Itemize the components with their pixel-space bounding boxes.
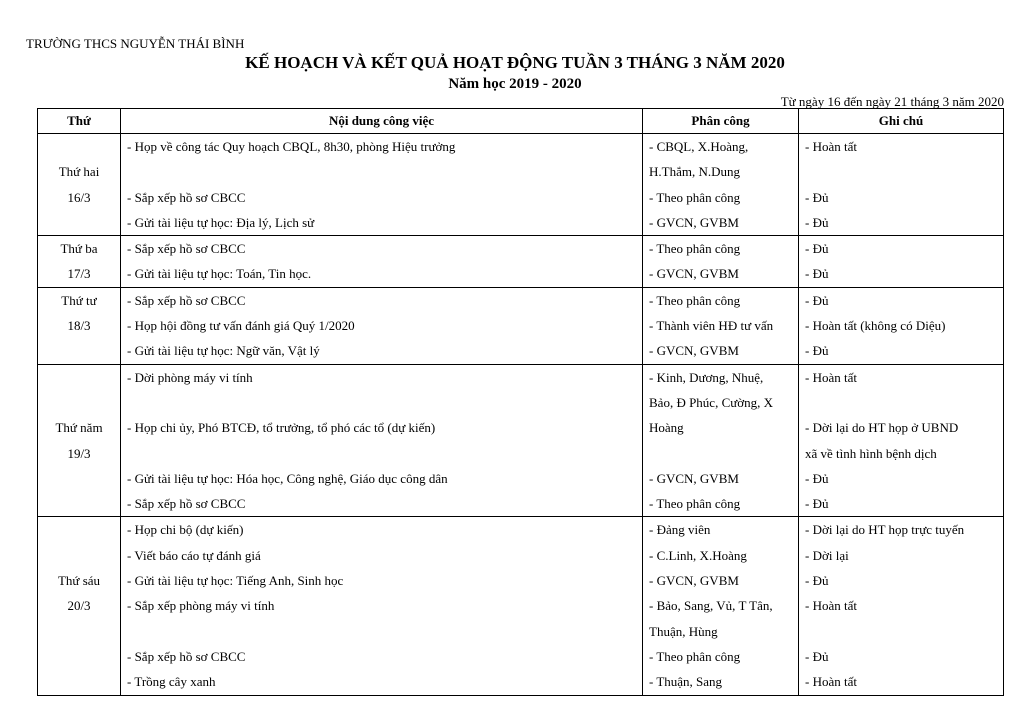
note-line — [799, 390, 1003, 415]
assignment-line — [643, 441, 798, 466]
day-spacer — [38, 543, 120, 568]
table-row — [38, 134, 1004, 236]
assignment-line: - Kinh, Dương, Nhuệ, — [649, 369, 764, 385]
note-cell — [799, 236, 1004, 288]
document-title: KẾ HOẠCH VÀ KẾT QUẢ HOẠT ĐỘNG TUẦN 3 THÁNG 3 NĂM 2020 — [245, 53, 785, 72]
note-line: - Đủ — [805, 266, 829, 282]
day-spacer — [38, 644, 120, 669]
day-cell — [38, 236, 121, 288]
task-line: - Sắp xếp hồ sơ CBCC — [127, 648, 246, 664]
day-label: Thứ sáu — [57, 573, 101, 589]
note-line: - Đủ — [805, 343, 829, 359]
assignment-line: - Bảo, Sang, Vủ, T Tân, — [649, 598, 773, 614]
note-line — [799, 619, 1003, 644]
assignment-line: Bảo, Đ Phúc, Cường, X — [649, 394, 774, 410]
note-cell — [799, 364, 1004, 517]
table-row — [38, 364, 1004, 517]
column-header-assignment: Phân công — [643, 109, 799, 134]
note-line: - Hoàn tất — [805, 674, 857, 690]
task-line: - Sắp xếp hồ sơ CBCC — [127, 241, 246, 257]
school-year: Năm học 2019 - 2020 — [448, 76, 582, 92]
day-label: Thứ tư — [61, 292, 97, 308]
day-spacer — [38, 619, 120, 644]
task-line: - Gửi tài liệu tự học: Tiếng Anh, Sinh học — [127, 573, 344, 589]
day-spacer — [38, 338, 120, 363]
assignment-cell — [643, 287, 799, 364]
note-cell — [799, 517, 1004, 695]
task-line: - Dời phòng máy vi tính — [127, 369, 253, 385]
day-spacer — [38, 517, 120, 542]
table-row — [38, 287, 1004, 364]
note-line — [799, 159, 1003, 184]
task-cell — [121, 517, 643, 695]
task-line: - Họp chi ủy, Phó BTCĐ, tổ trưởng, tổ phó các tổ (dự kiến) — [127, 420, 436, 436]
assignment-cell — [643, 364, 799, 517]
assignment-cell — [643, 134, 799, 236]
note-line: - Đủ — [805, 648, 829, 664]
assignment-line: - CBQL, X.Hoàng, — [649, 139, 749, 154]
activity-table — [37, 108, 1004, 696]
note-cell — [799, 287, 1004, 364]
assignment-line: - GVCN, GVBM — [649, 470, 739, 486]
note-line: xã về tình hình bệnh dịch — [805, 445, 937, 461]
day-spacer — [38, 365, 120, 390]
assignment-line: - Theo phân công — [649, 189, 741, 205]
task-line: - Sắp xếp hồ sơ CBCC — [127, 292, 246, 308]
day-label: 18/3 — [67, 318, 91, 334]
day-spacer — [38, 210, 120, 235]
table-row — [38, 236, 1004, 288]
day-spacer — [38, 669, 120, 694]
note-line: - Dời lại — [805, 547, 849, 563]
assignment-line: - GVCN, GVBM — [649, 266, 739, 282]
column-header-notes: Ghi chú — [799, 109, 1004, 134]
note-line: - Đủ — [805, 470, 829, 486]
task-cell — [121, 287, 643, 364]
day-spacer — [38, 466, 120, 491]
note-line: - Hoàn tất — [805, 369, 857, 385]
day-cell — [38, 517, 121, 695]
task-line: - Họp chi bộ (dự kiến) — [127, 522, 244, 538]
assignment-line: Thuận, Hùng — [649, 623, 718, 639]
note-line: - Đủ — [805, 241, 829, 257]
task-line — [121, 159, 642, 184]
note-line: - Hoàn tất — [805, 598, 857, 614]
task-line: - Họp hội đồng tư vấn đánh giá Quý 1/2020 — [127, 318, 355, 334]
day-label: 16/3 — [67, 189, 91, 205]
note-line: - Đủ — [805, 189, 829, 205]
column-header-content: Nội dung công việc — [121, 109, 643, 134]
day-cell — [38, 287, 121, 364]
day-cell — [38, 134, 121, 236]
day-spacer — [38, 491, 120, 516]
note-line: - Dời lại do HT họp ở UBND — [805, 420, 959, 436]
note-line: - Hoàn tất (không có Diệu) — [805, 318, 946, 334]
task-line: - Gửi tài liệu tự học: Toán, Tin học. — [127, 266, 312, 282]
task-line: - Sắp xếp phòng máy vi tính — [127, 598, 275, 614]
day-label: 17/3 — [67, 266, 91, 282]
table-row — [38, 517, 1004, 695]
task-line: - Gửi tài liệu tự học: Ngữ văn, Vật lý — [127, 343, 320, 359]
task-cell — [121, 236, 643, 288]
day-spacer — [38, 390, 120, 415]
task-line: - Trồng cây xanh — [127, 674, 216, 690]
assignment-line: - Theo phân công — [649, 496, 741, 512]
column-header-day: Thứ — [38, 109, 121, 134]
day-label: Thứ năm — [55, 420, 103, 436]
day-label: Thứ hai — [58, 164, 100, 180]
assignment-line: - Thuận, Sang — [649, 674, 723, 690]
assignment-line: - GVCN, GVBM — [649, 343, 739, 359]
task-line: - Họp về công tác Quy hoạch CBQL, 8h30, phòng Hiệu trưởng — [127, 139, 456, 154]
day-spacer — [38, 134, 120, 159]
assignment-line: Hoàng — [649, 420, 684, 436]
note-line: - Đủ — [805, 214, 829, 230]
assignment-line: - C.Linh, X.Hoàng — [649, 547, 747, 563]
task-line: - Gửi tài liệu tự học: Hóa học, Công nghệ, Giáo dục công dân — [127, 470, 448, 486]
day-label: 19/3 — [67, 445, 91, 461]
task-line: - Gửi tài liệu tự học: Địa lý, Lịch sử — [127, 214, 315, 230]
assignment-line: - GVCN, GVBM — [649, 573, 739, 589]
day-label: 20/3 — [67, 598, 91, 614]
note-line: - Đủ — [805, 573, 829, 589]
assignment-line: - Theo phân công — [649, 292, 741, 308]
task-cell — [121, 364, 643, 517]
day-cell — [38, 364, 121, 517]
task-line — [121, 441, 642, 466]
note-cell — [799, 134, 1004, 236]
assignment-line: - Thành viên HĐ tư vấn — [649, 318, 774, 334]
note-line: - Hoàn tất — [805, 139, 857, 154]
assignment-line: H.Thắm, N.Dung — [649, 164, 740, 180]
note-line: - Dời lại do HT họp trực tuyến — [805, 522, 965, 538]
note-line: - Đủ — [805, 292, 829, 308]
table-header-row — [38, 109, 1004, 134]
task-line — [121, 619, 642, 644]
assignment-line: - Đảng viên — [649, 522, 711, 538]
assignment-line: - GVCN, GVBM — [649, 214, 739, 230]
task-line — [121, 390, 642, 415]
assignment-line: - Theo phân công — [649, 648, 741, 664]
date-range: Từ ngày 16 đến ngày 21 tháng 3 năm 2020 — [780, 94, 1004, 109]
assignment-cell — [643, 236, 799, 288]
assignment-cell — [643, 517, 799, 695]
day-label: Thứ ba — [60, 241, 98, 257]
note-line: - Đủ — [805, 496, 829, 512]
task-cell — [121, 134, 643, 236]
task-line: - Sắp xếp hồ sơ CBCC — [127, 496, 246, 512]
task-line: - Viết báo cáo tự đánh giá — [127, 547, 261, 563]
assignment-line: - Theo phân công — [649, 241, 741, 257]
task-line: - Sắp xếp hồ sơ CBCC — [127, 189, 246, 205]
school-name: TRƯỜNG THCS NGUYỄN THÁI BÌNH — [26, 36, 245, 51]
